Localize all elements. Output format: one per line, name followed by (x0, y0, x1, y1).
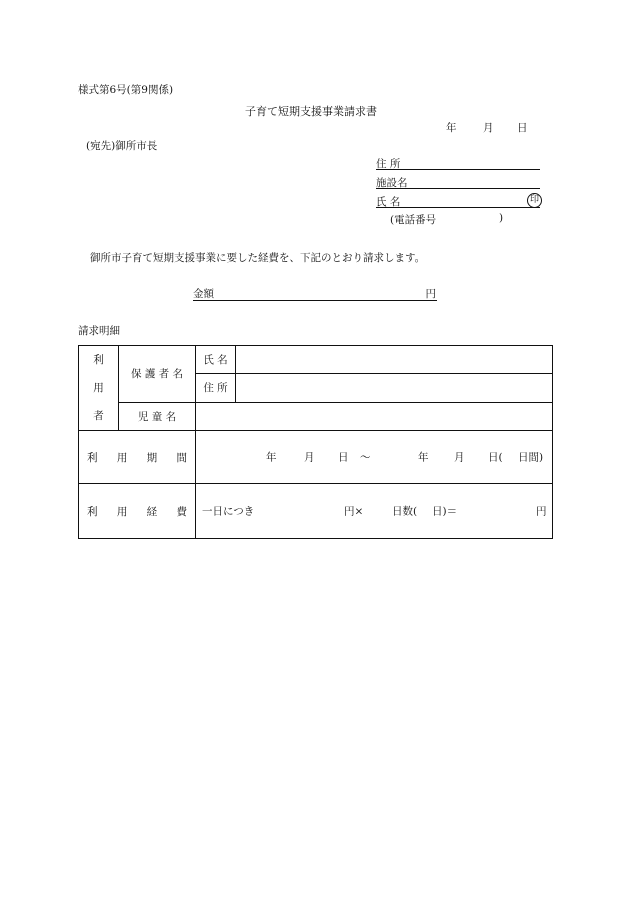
user-char-1: 利 (93, 354, 104, 366)
cost-per-day: 一日につき (202, 505, 255, 518)
period-label: 利 用 期 間 (87, 451, 187, 464)
guardian-name-field[interactable] (236, 346, 553, 374)
applicant-facility-line[interactable] (376, 175, 540, 189)
guardian-address-field[interactable] (236, 374, 553, 402)
guardian-label-cell (119, 346, 196, 403)
user-cell (79, 346, 119, 431)
guardian-name-label: 氏 名 (203, 354, 228, 367)
date-year: 年 (446, 122, 457, 134)
user-char-2: 用 (93, 382, 104, 394)
guardian-label: 保 護 者 名 (130, 368, 183, 381)
period-days: 日間) (518, 451, 544, 464)
period-month-2: 月 (454, 451, 465, 464)
cost-yen-times: 円× (344, 505, 364, 518)
applicant-address-label: 住 所 (376, 158, 401, 170)
cost-field[interactable] (196, 484, 553, 539)
applicant-facility-label: 施設名 (376, 177, 408, 189)
amount-unit: 円 (425, 288, 436, 300)
child-label: 児 童 名 (137, 410, 177, 423)
cost-days: 日数( (392, 505, 418, 518)
child-label-cell (119, 402, 196, 430)
applicant-name-label: 氏 名 (376, 196, 401, 208)
seal-mark: 印 (527, 193, 542, 208)
phone-close: ) (499, 212, 504, 224)
period-year-2: 年 (418, 451, 429, 464)
period-day-2: 日( (488, 451, 503, 464)
guardian-address-label-cell (196, 374, 236, 402)
period-label-cell (79, 431, 196, 484)
details-heading: 請求明細 (78, 325, 120, 337)
phone-label: (電話番号 (390, 214, 437, 226)
period-field[interactable] (196, 431, 553, 484)
applicant-name-line[interactable] (376, 194, 540, 208)
request-statement: 御所市子育て短期支援事業に要した経費を、下記のとおり請求します。 (90, 252, 426, 264)
cost-yen: 円 (536, 505, 547, 518)
period-tilde: ～ (360, 451, 371, 464)
period-year-1: 年 (266, 451, 277, 464)
period-day-1: 日 (338, 451, 349, 464)
guardian-address-label: 住 所 (203, 382, 228, 395)
amount-label: 金額 (193, 288, 214, 300)
cost-label: 利 用 経 費 (87, 505, 187, 518)
form-number: 様式第6号(第9関係) (78, 84, 174, 96)
amount-line[interactable] (193, 286, 437, 301)
child-name-field[interactable] (196, 402, 553, 430)
date-day: 日 (517, 122, 528, 134)
addressee: (宛先)御所市長 (86, 140, 158, 152)
document-title: 子育て短期支援事業請求書 (245, 105, 377, 118)
details-table (78, 345, 553, 539)
guardian-name-label-cell (196, 346, 236, 374)
date-month: 月 (483, 122, 494, 134)
user-char-3: 者 (93, 410, 104, 422)
period-month-1: 月 (304, 451, 315, 464)
cost-day-equals: 日)＝ (432, 505, 458, 518)
cost-label-cell (79, 484, 196, 539)
applicant-address-line[interactable] (376, 156, 540, 170)
